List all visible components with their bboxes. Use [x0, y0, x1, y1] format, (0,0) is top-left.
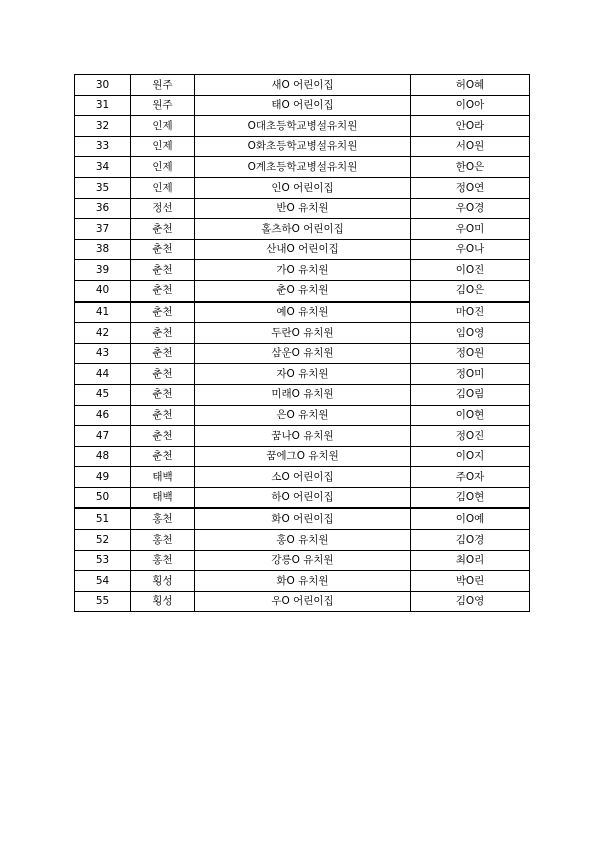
row-number: 39 — [75, 260, 131, 281]
row-institution: 소O 어린이집 — [195, 467, 411, 488]
row-name: 이O지 — [411, 446, 530, 467]
row-name: 이O진 — [411, 260, 530, 281]
row-institution: 화O 유치원 — [195, 571, 411, 592]
participant-table — [74, 74, 530, 612]
row-number: 48 — [75, 446, 131, 467]
row-institution: 화O 어린이집 — [195, 508, 411, 529]
row-number: 34 — [75, 157, 131, 178]
row-institution: 삼운O 유치원 — [195, 343, 411, 364]
row-number: 42 — [75, 323, 131, 344]
row-name: 정O연 — [411, 177, 530, 198]
row-name: 우O경 — [411, 198, 530, 219]
row-name: 우O나 — [411, 239, 530, 260]
row-name: 정O원 — [411, 343, 530, 364]
table-row — [75, 487, 530, 508]
row-institution: 반O 유치원 — [195, 198, 411, 219]
table-row — [75, 550, 530, 571]
table-row — [75, 157, 530, 178]
row-region: 춘천 — [131, 343, 195, 364]
row-region: 원주 — [131, 95, 195, 116]
row-region: 정선 — [131, 198, 195, 219]
row-number: 46 — [75, 405, 131, 426]
row-institution: O계초등학교병설유치원 — [195, 157, 411, 178]
row-region: 춘천 — [131, 384, 195, 405]
row-institution: 우O 어린이집 — [195, 591, 411, 612]
row-number: 43 — [75, 343, 131, 364]
table-row — [75, 446, 530, 467]
row-number: 45 — [75, 384, 131, 405]
row-number: 38 — [75, 239, 131, 260]
row-region: 춘천 — [131, 364, 195, 385]
table-row — [75, 116, 530, 137]
row-name: 서O원 — [411, 136, 530, 157]
row-institution: 홀츠하O 어린이집 — [195, 219, 411, 240]
row-region: 춘천 — [131, 239, 195, 260]
row-name: 마O진 — [411, 302, 530, 323]
row-name: 임O영 — [411, 323, 530, 344]
row-region: 태백 — [131, 467, 195, 488]
participant-table-body — [75, 75, 530, 612]
table-row — [75, 136, 530, 157]
row-region: 원주 — [131, 75, 195, 96]
row-region: 춘천 — [131, 280, 195, 301]
row-institution: 꿈에그O 유치원 — [195, 446, 411, 467]
row-region: 횡성 — [131, 571, 195, 592]
row-institution: 두란O 유치원 — [195, 323, 411, 344]
table-row — [75, 260, 530, 281]
row-institution: 미래O 유치원 — [195, 384, 411, 405]
table-row — [75, 75, 530, 96]
table-row — [75, 384, 530, 405]
row-institution: O대초등학교병설유치원 — [195, 116, 411, 137]
row-region: 춘천 — [131, 260, 195, 281]
row-institution: 홍O 유치원 — [195, 530, 411, 551]
table-row — [75, 571, 530, 592]
row-name: 주O자 — [411, 467, 530, 488]
row-number: 52 — [75, 530, 131, 551]
row-number: 30 — [75, 75, 131, 96]
table-row — [75, 323, 530, 344]
row-name: 정O진 — [411, 426, 530, 447]
table-row — [75, 405, 530, 426]
row-region: 인제 — [131, 116, 195, 137]
row-number: 55 — [75, 591, 131, 612]
row-name: 한O은 — [411, 157, 530, 178]
table-row — [75, 177, 530, 198]
row-number: 31 — [75, 95, 131, 116]
row-region: 홍천 — [131, 550, 195, 571]
row-institution: 인O 어린이집 — [195, 177, 411, 198]
table-row — [75, 343, 530, 364]
table-row — [75, 198, 530, 219]
row-number: 41 — [75, 302, 131, 323]
row-region: 춘천 — [131, 426, 195, 447]
row-region: 인제 — [131, 177, 195, 198]
table-row — [75, 95, 530, 116]
row-region: 인제 — [131, 157, 195, 178]
row-institution: 예O 유치원 — [195, 302, 411, 323]
row-number: 36 — [75, 198, 131, 219]
row-institution: 강릉O 유치원 — [195, 550, 411, 571]
row-region: 춘천 — [131, 323, 195, 344]
row-region: 홍천 — [131, 508, 195, 529]
row-number: 53 — [75, 550, 131, 571]
table-row — [75, 219, 530, 240]
row-name: 이O현 — [411, 405, 530, 426]
row-name: 김O림 — [411, 384, 530, 405]
table-row — [75, 530, 530, 551]
row-institution: 꿈나O 유치원 — [195, 426, 411, 447]
row-region: 홍천 — [131, 530, 195, 551]
row-number: 49 — [75, 467, 131, 488]
row-name: 김O영 — [411, 591, 530, 612]
row-institution: O화초등학교병설유치원 — [195, 136, 411, 157]
row-number: 33 — [75, 136, 131, 157]
table-row — [75, 591, 530, 612]
row-number: 35 — [75, 177, 131, 198]
row-number: 51 — [75, 508, 131, 529]
row-name: 김O경 — [411, 530, 530, 551]
table-row — [75, 508, 530, 529]
row-region: 춘천 — [131, 302, 195, 323]
row-number: 40 — [75, 280, 131, 301]
row-name: 김O현 — [411, 487, 530, 508]
row-region: 태백 — [131, 487, 195, 508]
row-name: 김O은 — [411, 280, 530, 301]
row-name: 정O미 — [411, 364, 530, 385]
row-institution: 가O 유치원 — [195, 260, 411, 281]
table-row — [75, 364, 530, 385]
row-institution: 은O 유치원 — [195, 405, 411, 426]
row-institution: 태O 어린이집 — [195, 95, 411, 116]
table-row — [75, 467, 530, 488]
row-name: 최O리 — [411, 550, 530, 571]
row-institution: 산내O 어린이집 — [195, 239, 411, 260]
row-institution: 하O 어린이집 — [195, 487, 411, 508]
row-number: 50 — [75, 487, 131, 508]
row-number: 32 — [75, 116, 131, 137]
row-name: 박O린 — [411, 571, 530, 592]
row-name: 이O아 — [411, 95, 530, 116]
row-region: 춘천 — [131, 446, 195, 467]
row-name: 안O라 — [411, 116, 530, 137]
row-number: 54 — [75, 571, 131, 592]
row-region: 춘천 — [131, 219, 195, 240]
row-name: 허O혜 — [411, 75, 530, 96]
row-name: 이O예 — [411, 508, 530, 529]
table-row — [75, 426, 530, 447]
row-name: 우O미 — [411, 219, 530, 240]
table-row — [75, 302, 530, 323]
table-row — [75, 280, 530, 301]
table-row — [75, 239, 530, 260]
row-institution: 새O 어린이집 — [195, 75, 411, 96]
row-number: 37 — [75, 219, 131, 240]
row-institution: 춘O 유치원 — [195, 280, 411, 301]
row-region: 인제 — [131, 136, 195, 157]
row-region: 춘천 — [131, 405, 195, 426]
row-institution: 자O 유치원 — [195, 364, 411, 385]
row-region: 횡성 — [131, 591, 195, 612]
row-number: 47 — [75, 426, 131, 447]
row-number: 44 — [75, 364, 131, 385]
